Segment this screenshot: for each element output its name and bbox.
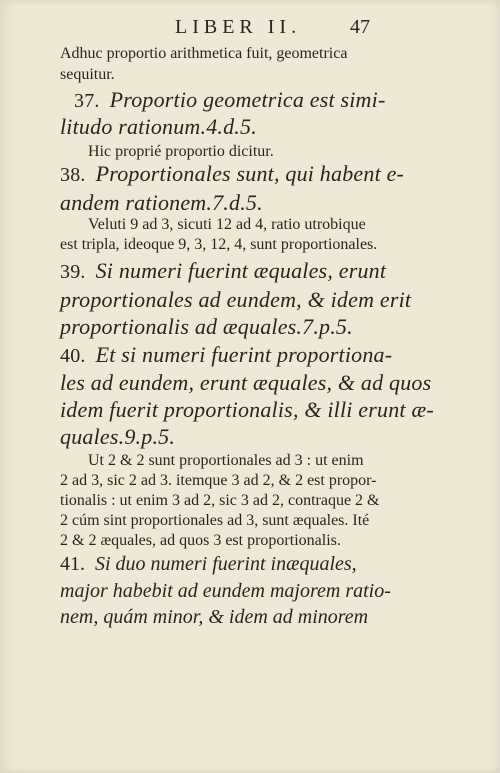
text-line: 2 & 2 æquales, ad quos 3 est proportionalis.: [60, 532, 341, 549]
text-line: Si numeri fuerint æquales, erunt: [95, 258, 387, 283]
text-line: Ut 2 & 2 sunt proportionales ad 3 : ut enim: [88, 452, 364, 469]
proposition-39-line-1: [60, 258, 386, 284]
text-line: 2 cúm sint proportionales ad 3, sunt æquales. Ité: [60, 512, 370, 529]
text-line: andem rationem.7.d.5.: [60, 190, 263, 215]
text-line: Proportio geometrica est simi-: [109, 87, 386, 112]
proposition-number: 39.: [60, 261, 86, 283]
proposition-41-line-1: [60, 553, 357, 576]
text-line: idem fuerit proportionalis, & illi erunt æ-: [60, 397, 434, 422]
text-line: major habebit ad eundem majorem ratio-: [60, 580, 391, 602]
text-line: tionalis : ut enim 3 ad 2, sic 3 ad 2, contraque 2 &: [60, 492, 380, 509]
proposition-number: 40.: [60, 345, 86, 367]
text-line: proportionalis ad æquales.7.p.5.: [60, 314, 353, 339]
text-line: Hic proprié proportio dicitur.: [88, 143, 274, 160]
text-line: les ad eundem, erunt æquales, & ad quos: [60, 370, 432, 395]
text-line: Proportionales sunt, qui habent e-: [95, 161, 405, 186]
running-title: LIBER II.: [175, 16, 302, 38]
proposition-number: 38.: [60, 164, 86, 186]
proposition-40-line-1: [60, 342, 392, 368]
text-line: Si duo numeri fuerint inæquales,: [95, 553, 357, 575]
proposition-number: 41.: [60, 553, 85, 575]
text-line: proportionales ad eundem, & idem erit: [60, 287, 412, 312]
proposition-number: 37.: [74, 90, 100, 112]
text-line: nem, quám minor, & idem ad minorem: [60, 606, 369, 628]
text-line: litudo rationum.4.d.5.: [60, 114, 257, 139]
text-line: Veluti 9 ad 3, sicuti 12 ad 4, ratio utrobique: [88, 216, 366, 233]
page-number: 47: [350, 16, 370, 38]
text-line: quales.9.p.5.: [60, 424, 176, 449]
proposition-37-line-1: [74, 87, 386, 113]
text-line: Adhuc proportio arithmetica fuit, geometrica: [60, 45, 348, 62]
text-line: est tripla, ideoque 9, 3, 12, 4, sunt proportionales.: [60, 236, 378, 253]
proposition-38-line-1: [60, 161, 404, 187]
text-line: 2 ad 3, sic 2 ad 3. itemque 3 ad 2, & 2 est propor-: [60, 472, 377, 489]
text-line: Et si numeri fuerint proportiona-: [95, 342, 393, 367]
text-line: sequitur.: [60, 66, 115, 83]
